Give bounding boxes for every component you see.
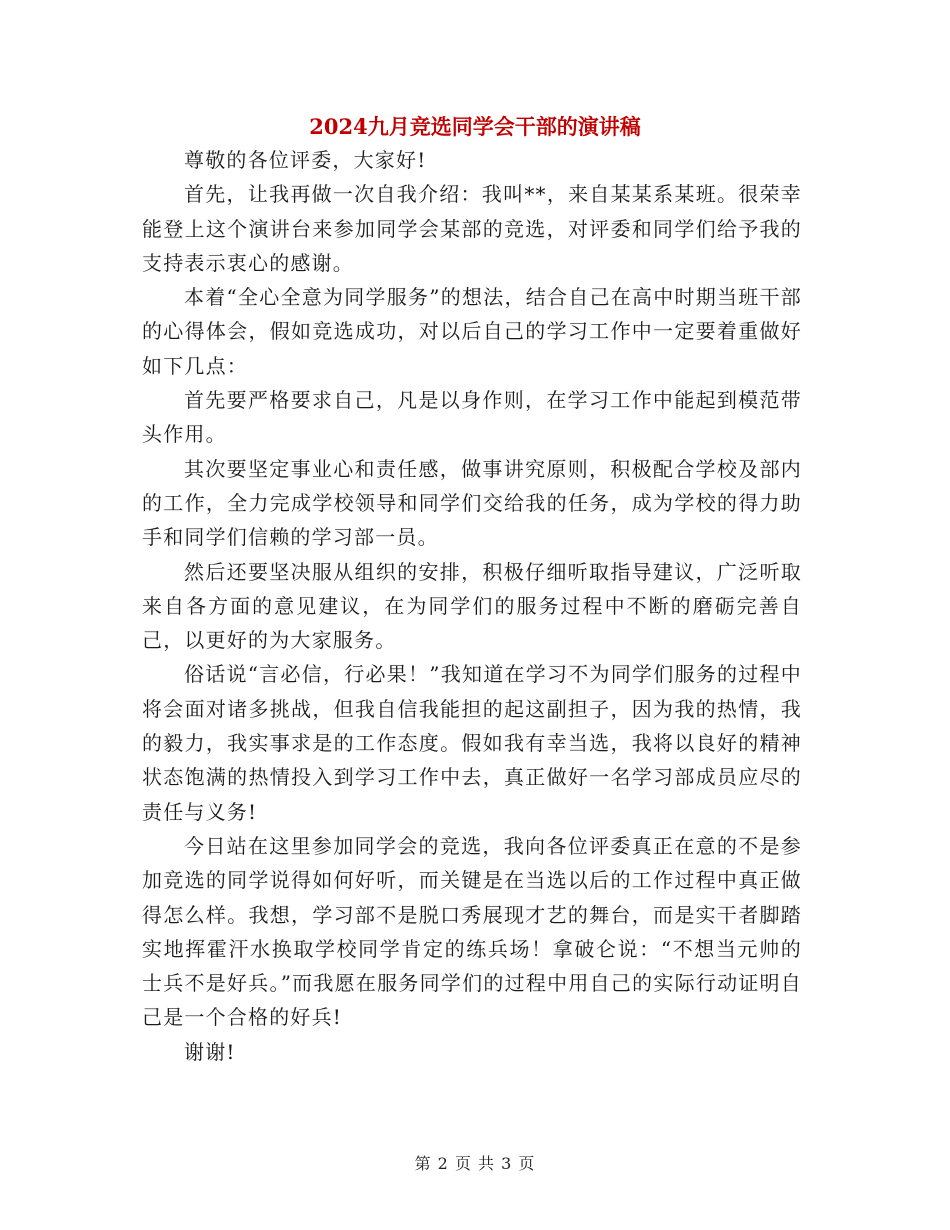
paragraph-point-first: 首先要严格要求自己，凡是以身作则，在学习工作中能起到模范带头作用。 <box>142 388 802 447</box>
paragraph-intent: 本着“全心全意为同学服务”的想法，结合自己在高中时期当班干部的心得体会，假如竞选成功，对以后自己的学习工作中一定要着重做好如下几点： <box>142 285 802 378</box>
document-title: 2024九月竞选同学会干部的演讲稿 <box>309 114 641 139</box>
paragraph-commitment: 俗话说“言必信，行必果！”我知道在学习不为同学们服务的过程中将会面对诸多挑战，但我自信我能担的起这副担子，因为我的热情，我的毅力，我实事求是的工作态度。假如我有幸当选，我将以良好的精神状态饱满的热情投入到学习工作中去，真正做好一名学习部成员应尽的责任与义务! <box>142 662 802 824</box>
paragraph-point-second: 其次要坚定事业心和责任感，做事讲究原则，积极配合学校及部内的工作，全力完成学校领导和同学们交给我的任务，成为学校的得力助手和同学们信赖的学习部一员。 <box>142 456 802 550</box>
paragraph-introduction: 首先，让我再做一次自我介绍：我叫**，来自某某系某班。很荣幸能登上这个演讲台来参加同学会某部的竞选，对评委和同学们给予我的支持表示衷心的感谢。 <box>142 182 802 275</box>
paragraph-greeting: 尊敬的各位评委，大家好! <box>184 148 427 172</box>
page-number-footer: 第 2 页 共 3 页 <box>414 1154 536 1173</box>
document-body <box>142 143 802 1069</box>
paragraph-point-third: 然后还要坚决服从组织的安排，积极仔细听取指导建议，广泛听取来自各方面的意见建议，在为同学们的服务过程中不断的磨砺完善自己，以更好的为大家服务。 <box>142 559 802 653</box>
paragraph-thanks: 谢谢! <box>184 1039 236 1064</box>
paragraph-closing-argument: 今日站在这里参加同学会的竞选，我向各位评委真正在意的不是参加竞选的同学说得如何好听，而关键是在当选以后的工作过程中真正做得怎么样。我想，学习部不是脱口秀展现才艺的舞台，而是实干者脚踏实地挥霍汗水换取学校同学肯定的练兵场！拿破仑说：“不想当元帅的士兵不是好兵。”而我愿在服务同学们的过程中用自己的实际行动证明自己是一个合格的好兵! <box>142 833 802 1030</box>
